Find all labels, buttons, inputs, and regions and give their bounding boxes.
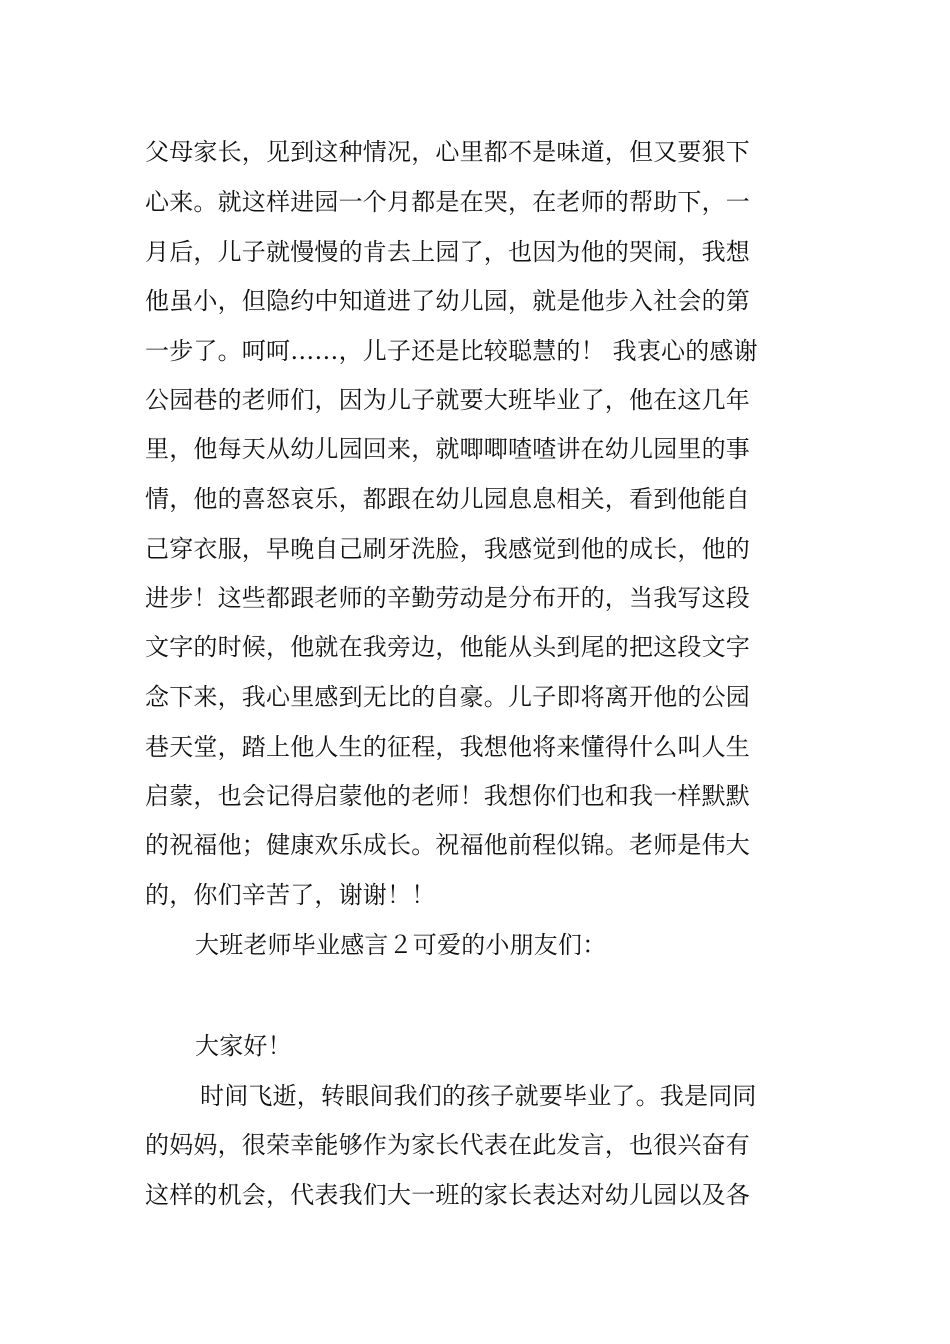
- text-line: 情，他的喜怒哀乐，都跟在幼儿园息息相关，看到他能自: [145, 485, 750, 513]
- text-line: 心来。就这样进园一个月都是在哭，在老师的帮助下，一: [145, 188, 750, 216]
- text-line: 他虽小，但隐约中知道进了幼儿园，就是他步入社会的第: [145, 287, 750, 315]
- text-line: 这样的机会，代表我们大一班的家长表达对幼儿园以及各: [145, 1181, 750, 1209]
- text-line: 一步了。呵呵……，儿子还是比较聪慧的！ 我衷心的感谢: [145, 337, 758, 365]
- text-line: 里，他每天从幼儿园回来，就唧唧喳喳讲在幼儿园里的事: [145, 435, 750, 463]
- text-line: 月后，儿子就慢慢的肯去上园了，也因为他的哭闹，我想: [145, 238, 750, 266]
- text-line: 的祝福他；健康欢乐成长。祝福他前程似锦。老师是伟大: [145, 831, 750, 859]
- text-line: 的妈妈，很荣幸能够作为家长代表在此发言，也很兴奋有: [145, 1131, 750, 1159]
- text-line: 时间飞逝，转眼间我们的孩子就要毕业了。我是同同: [200, 1082, 757, 1110]
- text-line: 的，你们辛苦了，谢谢！！: [145, 881, 436, 909]
- text-line: 念下来，我心里感到无比的自豪。儿子即将离开他的公园: [145, 683, 750, 711]
- text-line: 父母家长，见到这种情况，心里都不是味道，但又要狠下: [145, 138, 750, 166]
- text-line: 巷天堂，踏上他人生的征程，我想他将来懂得什么叫人生: [145, 733, 750, 761]
- section-heading: 大班老师毕业感言２可爱的小朋友们：: [195, 931, 607, 959]
- text-line: 公园巷的老师们，因为儿子就要大班毕业了，他在这几年: [145, 386, 750, 414]
- text-line: 文字的时候，他就在我旁边，他能从头到尾的把这段文字: [145, 633, 750, 661]
- text-line: 己穿衣服，早晚自己刷牙洗脸，我感觉到他的成长，他的: [145, 535, 750, 563]
- text-line: 启蒙，也会记得启蒙他的老师！我想你们也和我一样默默: [145, 782, 750, 810]
- greeting-line: 大家好！: [195, 1032, 292, 1060]
- text-line: 进步！这些都跟老师的辛勤劳动是分布开的，当我写这段: [145, 584, 750, 612]
